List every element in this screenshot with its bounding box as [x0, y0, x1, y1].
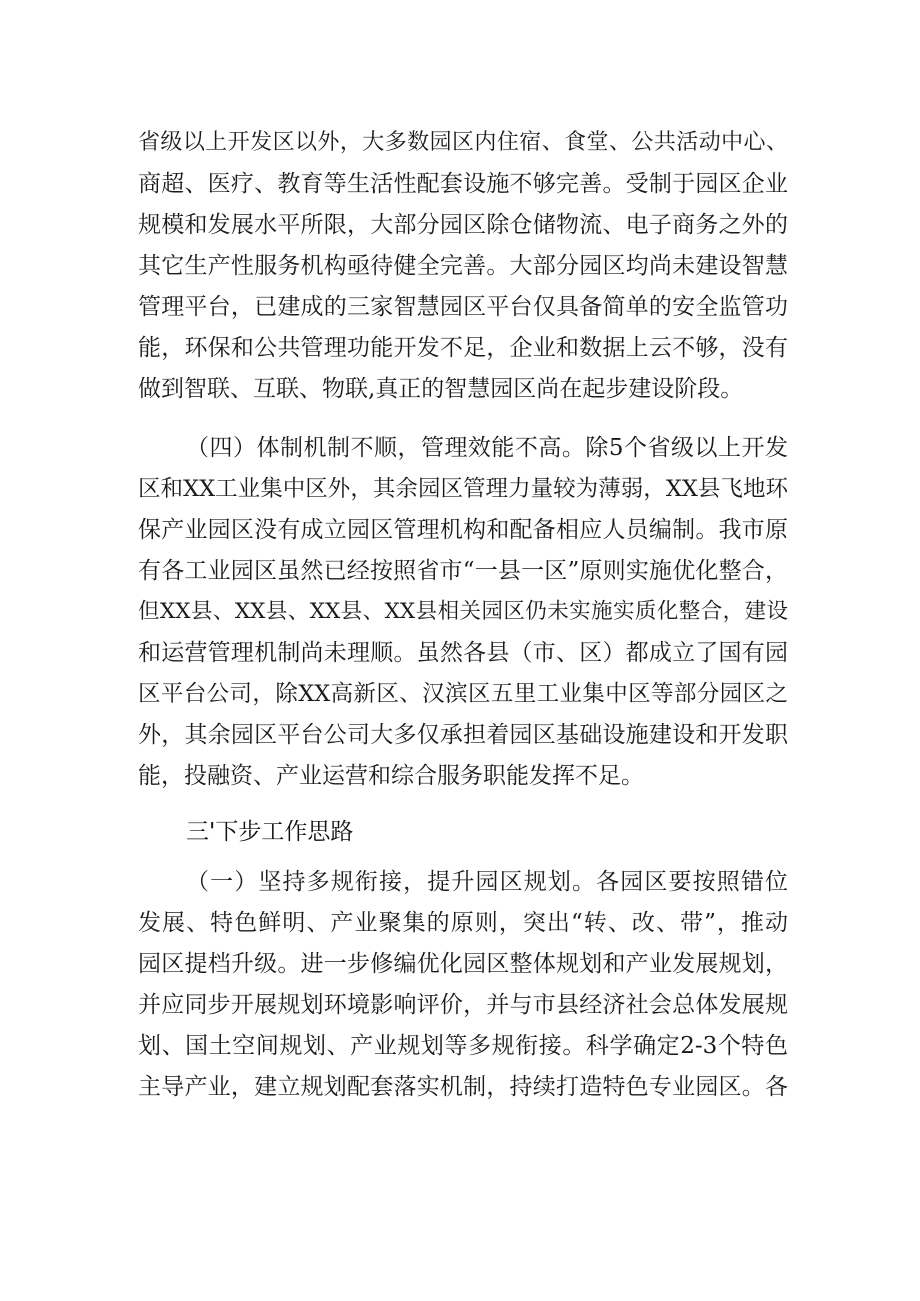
para3-line-4: 并应同步开展规划环境影响评价，并与市县经济社会总体发展规 — [138, 992, 788, 1018]
para1-line-4: 其它生产性服务机构亟待健全完善。大部分园区均尚未建设智慧 — [138, 253, 788, 279]
para3-line-6: 主导产业，建立规划配套落实机制，持续打造特色专业园区。各 — [138, 1074, 788, 1100]
para2-line-9: 能，投融资、产业运营和综合服务职能发挥不足。 — [138, 763, 644, 789]
para2-line-8: 外，其余园区平台公司大多仅承担着园区基础设施建设和开发职 — [138, 722, 788, 748]
para3-line-2: 发展、特色鲜明、产业聚集的原则，突出“转、改、带”，推动 — [138, 910, 788, 936]
section-heading: 三'下步工作思路 — [186, 819, 354, 845]
para2-line-3: 保产业园区没有成立园区管理机构和配备相应人员编制。我市原 — [138, 517, 788, 543]
para1-line-2: 商超、医疗、教育等生活性配套设施不够完善。受制于园区企业 — [138, 171, 788, 197]
para2-line-4: 有各工业园区虽然已经按照省市“一县一区”原则实施优化整合， — [138, 558, 788, 584]
para1-line-3: 规模和发展水平所限，大部分园区除仓储物流、电子商务之外的 — [138, 212, 788, 238]
para2-line-2: 区和XX工业集中区外，其余园区管理力量较为薄弱，XX县飞地环 — [138, 476, 788, 502]
para1-line-6: 能，环保和公共管理功能开发不足，企业和数据上云不够，没有 — [138, 335, 788, 361]
para3-line-3: 园区提档升级。进一步修编优化园区整体规划和产业发展规划， — [138, 951, 788, 977]
para2-line-5: 但XX县、XX县、XX县、XX县相关园区仍未实施实质化整合，建设 — [138, 599, 788, 624]
para2-line-7: 区平台公司，除XX高新区、汉滨区五里工业集中区等部分园区之 — [138, 681, 788, 707]
para3-line-1: （一）坚持多规衔接，提升园区规划。各园区要按照错位 — [186, 869, 788, 895]
para3-line-5: 划、国土空间规划、产业规划等多规衔接。科学确定2-3个特色 — [138, 1033, 788, 1059]
para1-line-1: 省级以上开发区以外，大多数园区内住宿、食堂、公共活动中心、 — [138, 130, 788, 155]
para2-line-1: （四）体制机制不顺，管理效能不高。除5个省级以上开发 — [186, 435, 788, 461]
para1-line-5: 管理平台，已建成的三家智慧园区平台仅具备简单的安全监管功 — [138, 294, 788, 320]
para1-line-7: 做到智联、互联、物联,真正的智慧园区尚在起步建设阶段。 — [138, 376, 744, 402]
para2-line-6: 和运营管理机制尚未理顺。虽然各县（市、区）都成立了国有园 — [138, 640, 788, 666]
